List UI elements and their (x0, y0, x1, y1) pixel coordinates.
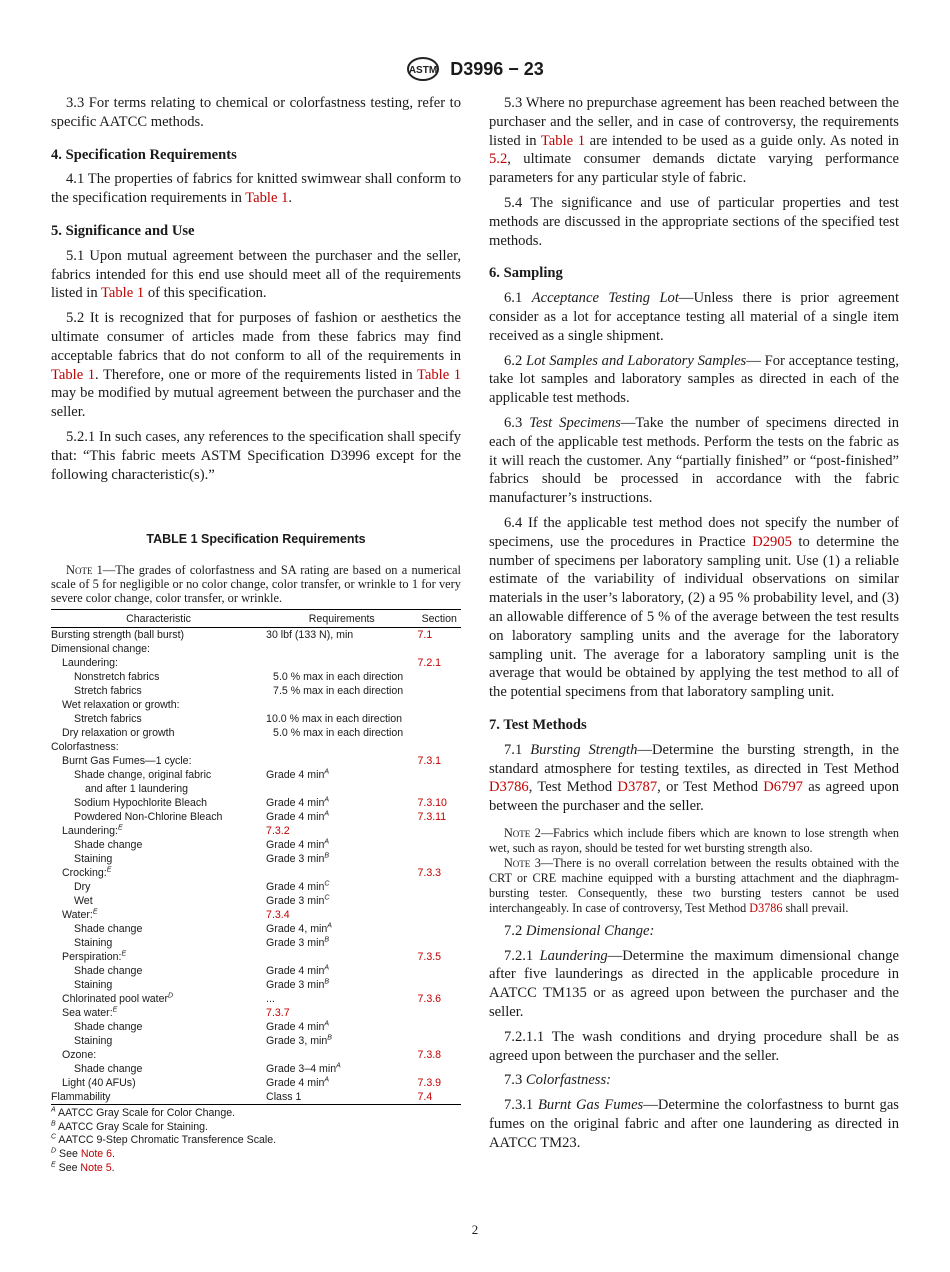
cell-requirement: Class 1 (266, 1090, 417, 1105)
table-row (51, 684, 461, 698)
para-6-2: 6.2 Lot Samples and Laboratory Samples— For acceptance testing, take lot samples and laboratory samples as directed in each of the applicable test methods. (489, 352, 899, 407)
cell-section[interactable]: 7.1 (417, 629, 433, 642)
spec-table (51, 609, 461, 1105)
para-5-4: 5.4 The significance and use of particular properties and test methods are discussed in the appropriate sections of the specified test methods. (489, 194, 899, 249)
cell-characteristic: Flammability (51, 1090, 266, 1105)
cell-section[interactable]: 7.3.1 (417, 755, 442, 768)
cell-section[interactable]: 7.3.8 (417, 1049, 442, 1062)
cell-characteristic: and after 1 laundering (85, 783, 189, 796)
cell-characteristic: Wet relaxation or growth: (62, 699, 180, 712)
table-row (51, 978, 461, 992)
para-5-3: 5.3 Where no prepurchase agreement has been reached between the purchaser and the seller, and in case of controversy, the requirements listed in Table 1 are intended to be used as a guide only. As noted in 5.2, ultimate consumer demands dictate varying performance parameters for any particular style of fabric. (489, 95, 899, 187)
cell-characteristic: Nonstretch fabrics (74, 671, 160, 684)
cell-section[interactable]: 7.3.6 (417, 993, 442, 1006)
table-row (51, 838, 461, 852)
para-5-2-1: 5.2.1 In such cases, any references to the specification shall specify that: “This fabric meets ASTM Specification D3996 except for the following characteristic(s).” (51, 428, 461, 483)
table1-link[interactable]: Table 1 (101, 285, 145, 302)
table-row (51, 852, 461, 866)
page-header (0, 56, 950, 82)
cell-section[interactable]: 7.3.10 (417, 797, 447, 810)
cell-section (417, 908, 461, 922)
table-row (51, 796, 461, 810)
svg-text:ASTM: ASTM (409, 65, 438, 76)
cell-section (417, 880, 461, 894)
cell-section (417, 768, 461, 782)
cell-requirement: Grade 3 $\min^B$ (266, 978, 330, 992)
cell-section (417, 726, 461, 740)
table-row (51, 740, 461, 754)
page-number: 2 (471, 1222, 479, 1237)
document-code: D3996 − 23 (450, 58, 544, 79)
cell-characteristic: Chlorinated pool water$^D$ (62, 992, 174, 1006)
cell-requirement: Grade 4 $\min^A$ (266, 768, 330, 782)
cell-requirement: 5.0 % max in each direction (273, 727, 404, 740)
para-7-2: 7.2 Dimensional Change: (504, 922, 655, 939)
footnote-b: $^B$ AATCC Gray Scale for Staining. (51, 1120, 208, 1133)
cell-section (417, 964, 461, 978)
d3787-link[interactable]: D3787 (617, 779, 658, 796)
cell-characteristic: Staining (74, 937, 113, 950)
cell-requirement (266, 740, 417, 754)
table1-link[interactable]: Table 1 (540, 132, 585, 149)
cell-characteristic: Dimensional change: (51, 643, 150, 656)
cell-characteristic: Water:$^E$ (62, 908, 98, 922)
header-section: Section (417, 610, 461, 628)
cell-section (417, 1020, 461, 1034)
cell-requirement[interactable]: 7.3.2 (266, 825, 290, 838)
para-7-3-1: 7.3.1 Burnt Gas Fumes—Determine the colorfastness to burnt gas fumes on the original fabric and after one laundering as directed in AATCC TM23. (489, 1097, 899, 1151)
table-header-row (51, 610, 461, 628)
table-row (51, 628, 461, 643)
para-6-3: 6.3 Test Specimens—Take the number of specimens directed in each of the applicable test methods. Perform the tests on the fabric as it will reach the customer. Any “partially finished” or “post-finished” fabrics should be processed in accordance with the fabric manufacturer’s instructions. (489, 414, 900, 507)
cell-requirement: Grade 4 $\min^A$ (266, 1076, 330, 1090)
right-column (489, 94, 899, 1159)
table1-link[interactable]: Table 1 (51, 366, 96, 383)
cell-section (417, 1006, 461, 1020)
cell-characteristic: Sea water:$^E$ (62, 1006, 118, 1020)
table-row (51, 754, 461, 768)
cell-section (417, 936, 461, 950)
cell-section (417, 978, 461, 992)
cell-characteristic: Shade change (74, 923, 143, 936)
cell-characteristic: Laundering: (62, 657, 118, 670)
table-row (51, 936, 461, 950)
cell-requirement (266, 1048, 417, 1062)
cell-requirement: 5.0 % max in each direction (273, 671, 404, 684)
cell-requirement (266, 656, 417, 670)
d6797-link[interactable]: D6797 (763, 779, 803, 796)
cell-requirement (266, 642, 417, 656)
cell-characteristic: Colorfastness: (51, 741, 119, 754)
cell-requirement (266, 866, 417, 880)
note5-link[interactable]: Note 5 (80, 1161, 112, 1174)
table-row (51, 810, 461, 824)
table-row (51, 726, 461, 740)
footnote-a: $^A$ AATCC Gray Scale for Color Change. (51, 1106, 236, 1120)
cell-requirement (266, 782, 417, 796)
table-row (51, 1048, 461, 1062)
para-6-4: 6.4 If the applicable test method does not specify the number of specimens, use the procedures in Practice D2905 to determine the number of specimens per laboratory sampling unit. Use (1) a reliable estimate of the variability of individual observations on similar materials in the user’s laboratory, (2) a 95 % probability level, and (3) an allowable difference of 5 % of the average between the test results on laboratory sampling units and the average for the laboratory sampling unit. The average for a laboratory sampling unit is the average that would be obtained by applying the test method to all of the potential specimens from that laboratory sampling unit. (489, 514, 899, 701)
para-4-1: 4.1 The properties of fabrics for knitted swimwear shall conform to the specification requirements in Table 1. (51, 171, 461, 207)
cell-characteristic: Ozone: (62, 1049, 97, 1062)
cell-characteristic: Dry relaxation or growth (62, 727, 175, 740)
table-footnotes (51, 1107, 461, 1175)
para-7-2-1: 7.2.1 Laundering—Determine the maximum dimensional change after five launderings as directed in the applicable procedure in AATCC TM135 or as agreed upon between the purchaser and the seller. (489, 947, 899, 1021)
cell-requirement: Grade 4 $\min^A$ (266, 838, 330, 852)
para-7-2-1-1: 7.2.1.1 The wash conditions and drying procedure shall be as agreed upon between the purchaser and the seller. (489, 1028, 899, 1064)
d3786-link[interactable]: D3786 (489, 779, 529, 796)
cell-characteristic: Perspiration:$^E$ (62, 950, 127, 964)
table-title: TABLE 1 Specification Requirements (146, 532, 366, 547)
para-5-2: 5.2 It is recognized that for purposes of fashion or aesthetics the ultimate consumer of articles made from these fabrics may find acceptable fabrics that do not conform to all of the requirements in Table 1. Therefore, one or more of the requirements listed in Table 1 may be modified by mutual agreement between the purchaser and the seller. (51, 310, 461, 421)
table-row (51, 670, 461, 684)
cell-requirement: 10.0 % max in each direction (266, 713, 403, 726)
cell-section[interactable]: 7.3.9 (417, 1077, 442, 1090)
cell-requirement: 30 lbf (133 N), min (266, 629, 354, 642)
cell-characteristic: Bursting strength (ball burst) (51, 629, 185, 642)
table-row (51, 964, 461, 978)
cell-section (417, 670, 461, 684)
astm-logo-icon (406, 56, 440, 82)
table-row (51, 1076, 461, 1090)
heading-7: 7. Test Methods (489, 716, 587, 733)
table-row (51, 922, 461, 936)
table-row (51, 782, 461, 796)
cell-section (417, 740, 461, 754)
cell-requirement: Grade 4 $\min^A$ (266, 796, 330, 810)
table-row (51, 992, 461, 1006)
cell-requirement: Grade 4 $\min^A$ (266, 810, 330, 824)
cell-requirement: Grade 3, $\min^B$ (266, 1034, 332, 1048)
d3786-link[interactable]: D3786 (749, 900, 783, 915)
cell-section (417, 712, 461, 726)
cell-section[interactable]: 7.3.11 (417, 811, 447, 824)
table-row (51, 950, 461, 964)
cell-section (417, 698, 461, 712)
table-row (51, 1090, 461, 1105)
cell-characteristic: Powdered Non-Chlorine Bleach (74, 811, 223, 824)
table-row (51, 768, 461, 782)
footnote-d: $^D$ See Note 6. (51, 1147, 115, 1160)
cell-characteristic: Stretch fabrics (74, 685, 142, 698)
header-characteristic: Characteristic (51, 610, 266, 628)
footnote-c: $^C$ AATCC 9-Step Chromatic Transference Scale. (51, 1133, 277, 1147)
table-row (51, 656, 461, 670)
cell-characteristic: Wet (74, 895, 93, 908)
table-row (51, 642, 461, 656)
cell-section (417, 1034, 461, 1048)
cell-section (417, 838, 461, 852)
table-row (51, 908, 461, 922)
heading-4: 4. Specification Requirements (51, 146, 237, 163)
para-7-3: 7.3 Colorfastness: (504, 1072, 612, 1089)
table-row (51, 1034, 461, 1048)
left-column (51, 94, 461, 1175)
cell-section (417, 894, 461, 908)
cell-characteristic: Shade change (74, 1021, 143, 1034)
cell-characteristic: Staining (74, 1035, 113, 1048)
cell-requirement: Grade 3 $\min^B$ (266, 936, 330, 950)
cell-requirement[interactable]: 7.3.4 (266, 909, 290, 922)
header-requirements: Requirements (266, 610, 417, 628)
para-5-1: 5.1 Upon mutual agreement between the purchaser and the seller, fabrics intended for this end use should meet all of the requirements listed in Table 1 of this specification. (51, 247, 461, 302)
table-row (51, 712, 461, 726)
cell-section[interactable]: 7.3.5 (417, 951, 442, 964)
cell-section[interactable]: 7.3.3 (417, 867, 442, 880)
cell-requirement: 7.5 % max in each direction (273, 685, 404, 698)
table-row (51, 880, 461, 894)
cell-section (417, 1062, 461, 1076)
cell-section[interactable]: 7.4 (417, 1090, 461, 1105)
table-row (51, 824, 461, 838)
heading-5: 5. Significance and Use (51, 222, 195, 239)
para-7-1: 7.1 Bursting Strength—Determine the bursting strength, in the standard atmosphere for testing textiles, as directed in Test Method D3786, Test Method D3787, or Test Method D6797 as agreed upon between the purchaser and the seller. (489, 741, 900, 815)
cell-characteristic: Crocking:$^E$ (62, 866, 112, 880)
table-row (51, 1062, 461, 1076)
cell-characteristic: Staining (74, 979, 113, 992)
table-row (51, 894, 461, 908)
cell-section (417, 824, 461, 838)
cell-requirement: ... (266, 993, 275, 1006)
cell-section[interactable]: 7.2.1 (417, 657, 442, 670)
para-6-1: 6.1 Acceptance Testing Lot—Unless there is prior agreement consider as a lot for acceptance testing all material of a single item received as a single shipment. (489, 290, 900, 344)
cell-requirement (266, 950, 417, 964)
cell-requirement: Grade 4 $\min^A$ (266, 964, 330, 978)
cell-characteristic: Burnt Gas Fumes—1 cycle: (62, 755, 192, 768)
cell-characteristic: Laundering:$^E$ (62, 824, 123, 838)
cell-requirement: Grade 4, $\min^A$ (266, 922, 332, 936)
table-row (51, 1006, 461, 1020)
heading-6: 6. Sampling (489, 265, 563, 282)
cell-requirement: Grade 3 $\min^B$ (266, 852, 330, 866)
cell-section (417, 922, 461, 936)
cell-section (417, 642, 461, 656)
d2905-link[interactable]: D2905 (752, 533, 792, 550)
table-row (51, 1020, 461, 1034)
table-note: Note 1—The grades of colorfastness and SA rating are based on a numerical scale of 5 for negligible or no color change, color transfer, or wrinkle to 1 for very severe color change, color transfer, or wrinkle. (51, 563, 461, 606)
table-row (51, 866, 461, 880)
cell-characteristic: Shade change (74, 965, 143, 978)
para-3-3: 3.3 For terms relating to chemical or colorfastness testing, refer to specific AATCC methods. (51, 95, 461, 130)
table-row (51, 698, 461, 712)
note6-link[interactable]: Note 6 (80, 1147, 113, 1160)
cell-requirement: Grade 3 $\min^C$ (266, 894, 330, 908)
cell-section (417, 782, 461, 796)
cell-characteristic: Light (40 AFUs) (62, 1077, 136, 1090)
cell-characteristic: Shade change, original fabric (74, 769, 212, 782)
footnote-e: $^E$ See Note 5. (51, 1160, 115, 1174)
table1-link[interactable]: Table 1 (416, 366, 461, 383)
table1-link[interactable]: Table 1 (245, 190, 289, 207)
cell-characteristic: Staining (74, 853, 113, 866)
cell-characteristic: Dry (74, 881, 91, 894)
cell-requirement[interactable]: 7.3.7 (266, 1007, 290, 1020)
cell-requirement (266, 754, 417, 768)
cell-requirement: Grade 3–4 $\min^A$ (266, 1062, 341, 1076)
cell-requirement: Grade 4 $\min^C$ (266, 880, 330, 894)
cell-section (417, 684, 461, 698)
cell-characteristic: Stretch fabrics (74, 713, 142, 726)
cell-section (417, 852, 461, 866)
note-3: Note 3—There is no overall correlation between the results obtained with the CRT or CRE machine equipped with a bursting attachment and the diaphragm-bursting tester. Consequently, these two bursting testers cannot be used interchangeably. In case of controversy, Test Method D3786 shall prevail. (489, 855, 899, 915)
cell-requirement (266, 698, 417, 712)
cell-characteristic: Shade change (74, 1063, 143, 1076)
section-5-2-link[interactable]: 5.2 (489, 151, 508, 168)
cell-characteristic: Shade change (74, 839, 143, 852)
cell-characteristic: Sodium Hypochlorite Bleach (74, 797, 208, 810)
note-2: Note 2—Fabrics which include fibers which are known to lose strength when wet, such as rayon, should be tested for wet bursting strength also. (489, 825, 900, 855)
cell-requirement: Grade 4 $\min^A$ (266, 1020, 330, 1034)
